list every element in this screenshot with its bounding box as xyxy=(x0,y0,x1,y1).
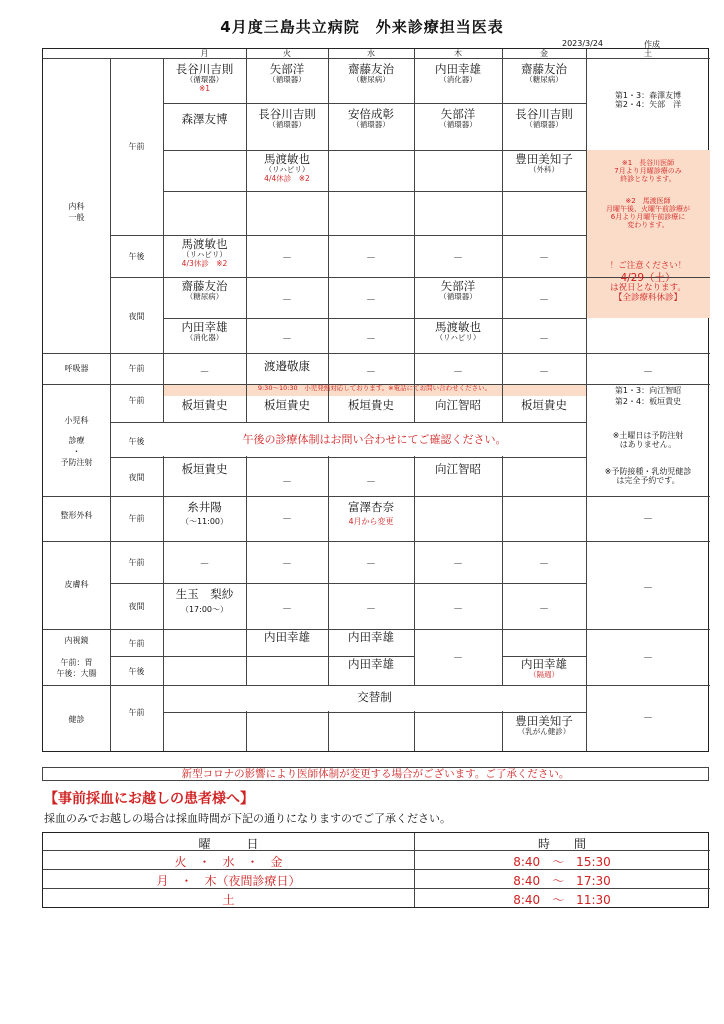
section-naishikyo-sub: 午前：胃 午後：大腸 xyxy=(56,658,97,678)
period-night: 夜間 xyxy=(128,473,145,482)
blood-test-table xyxy=(42,832,709,908)
doctor-cell: 板垣貴史 xyxy=(181,398,228,412)
doctor-cell: 向江智昭 xyxy=(435,398,481,412)
section-shoni-4: 予防注射 xyxy=(60,458,93,467)
created-date: 2023/3/24 xyxy=(562,39,604,48)
doctor-cell: 向江智昭 xyxy=(435,462,481,476)
section-shoni-3: ・ xyxy=(72,447,81,456)
empty-mark: － xyxy=(453,367,463,378)
empty-mark: － xyxy=(539,295,549,306)
empty-mark: － xyxy=(282,604,292,615)
sat-notice-1: ※1 長谷川医師 7月より月曜診療のみ 終診となります。 xyxy=(614,159,682,184)
empty-mark: － xyxy=(453,653,463,664)
day-thu: 木 xyxy=(454,49,462,58)
row-time: 8:40 ～ 17:30 xyxy=(513,874,611,888)
empty-mark: － xyxy=(643,653,653,664)
empty-mark: － xyxy=(199,367,210,378)
kenshin-rotation: 交替制 xyxy=(357,690,392,704)
empty-mark: － xyxy=(539,367,549,378)
row-time: 8:40 ～ 15:30 xyxy=(513,855,611,869)
empty-mark: － xyxy=(366,477,376,488)
doctor-cell: 板垣貴史 xyxy=(264,398,310,412)
schedule-table xyxy=(42,48,709,752)
period-am: 午前 xyxy=(128,396,145,405)
section-shoni-2: 診療 xyxy=(68,436,85,445)
empty-mark: － xyxy=(366,559,376,570)
doctor-cell: 森澤友博 xyxy=(181,112,228,126)
created-label: 作成 xyxy=(644,40,660,49)
doctor-cell: 豊田美知子 （外科） xyxy=(515,152,573,175)
day-sat: 土 xyxy=(644,49,652,58)
empty-mark: － xyxy=(366,367,376,378)
empty-mark: － xyxy=(643,583,653,594)
doctor-cell: 内田幸雄 （隔週） xyxy=(521,657,567,680)
empty-mark: － xyxy=(539,604,549,615)
doctor-cell: 馬渡敏也 （リハビリ） 4/3休診 ※2 xyxy=(181,237,228,268)
doctor-cell: 板垣貴史 xyxy=(181,462,228,476)
period-am: 午前 xyxy=(128,558,145,567)
section-shoni: 小児科 xyxy=(64,416,89,425)
empty-mark: － xyxy=(539,334,549,345)
section-naika: 内科 一般 xyxy=(68,202,85,222)
empty-mark: － xyxy=(282,334,292,345)
page-title: 4月度三島共立病院 外来診療担当医表 xyxy=(220,18,504,36)
empty-mark: － xyxy=(282,514,292,525)
empty-mark: － xyxy=(282,559,292,570)
row-time: 8:40 ～ 11:30 xyxy=(513,893,611,907)
empty-mark: － xyxy=(453,604,463,615)
section-naishikyo: 内視鏡 xyxy=(64,636,89,645)
doctor-cell: 内田幸雄 （消化器） xyxy=(435,62,481,85)
section-kenshin: 健診 xyxy=(68,715,85,724)
sat-note: ※土曜日は予防注射 はありません。 xyxy=(612,431,684,450)
doctor-cell: 内田幸雄 xyxy=(348,657,394,671)
period-am: 午前 xyxy=(128,514,145,523)
empty-mark: － xyxy=(282,295,292,306)
day-mon: 月 xyxy=(200,49,209,58)
doctor-cell: 長谷川吉則 （循環器） xyxy=(515,107,573,130)
doctor-cell: 内田幸雄 （消化器） xyxy=(181,320,228,343)
doctor-cell: 富澤杏奈 4月から変更 xyxy=(348,500,394,527)
empty-mark: － xyxy=(366,253,376,264)
period-am: 午前 xyxy=(128,708,145,717)
period-am: 午前 xyxy=(128,142,145,151)
doctor-cell: 馬渡敏也 （リハビリ） xyxy=(435,320,481,343)
blood-test-note: 採血のみでお越しの場合は採血時間が下記の通りになりますのでご了承ください。 xyxy=(44,812,451,825)
sat-note: ※予防接種・乳幼児健診 は完全予約です。 xyxy=(604,467,692,486)
section-hifu: 皮膚科 xyxy=(64,580,89,589)
empty-mark: － xyxy=(539,253,549,264)
sat-notice-2: ※2 馬渡医師 月曜午後、火曜午前診療が 6月より月曜午前診療に 変わります。 xyxy=(606,197,690,230)
empty-mark: － xyxy=(366,295,376,306)
doctor-cell: 齋藤友治 （糖尿病） xyxy=(521,62,567,85)
sat-note: 第1・3：森澤友博 第2・4：矢部 洋 xyxy=(614,91,682,110)
doctor-cell: 齋藤友治 （糖尿病） xyxy=(181,279,228,302)
doctor-cell: 豊田美知子 （乳がん健診） xyxy=(515,714,573,737)
blood-test-heading: 【事前採血にお越しの患者様へ】 xyxy=(44,791,254,807)
doctor-cell: 渡邉敬康 xyxy=(264,359,310,373)
doctor-cell: 齋藤友治 （糖尿病） xyxy=(348,62,394,85)
empty-mark: － xyxy=(366,604,376,615)
empty-mark: － xyxy=(643,713,653,724)
empty-mark: － xyxy=(539,559,549,570)
doctor-cell: 内田幸雄 xyxy=(348,630,394,644)
period-night: 夜間 xyxy=(128,602,145,611)
sat-warning: ！ご注意ください！ 4/29（土） は祝日となります。 【全診療科休診】 xyxy=(609,261,687,303)
empty-mark: － xyxy=(453,253,463,264)
doctor-cell: 長谷川吉則 （循環器） xyxy=(258,107,316,130)
doctor-cell: 長谷川吉則 （循環器） ※1 xyxy=(175,62,234,93)
day-wed: 水 xyxy=(367,49,375,58)
doctor-cell: 矢部洋 （循環器） xyxy=(268,62,306,85)
period-pm: 午後 xyxy=(128,667,145,676)
notice-banner: 新型コロナの影響により医師体制が変更する場合がございます。ご了承ください。 xyxy=(42,767,709,781)
row-day: 月 ・ 木（夜間診療日） xyxy=(156,874,301,888)
period-pm: 午後 xyxy=(128,437,145,446)
period-am: 午前 xyxy=(128,639,145,648)
sat-note: 第1・3：向江智昭 第2・4：板垣貴史 xyxy=(614,386,682,407)
doctor-cell: 矢部洋 （循環器） xyxy=(439,107,477,130)
row-day: 火 ・ 水 ・ 金 xyxy=(174,855,283,869)
period-pm: 午後 xyxy=(128,252,145,261)
period-night: 夜間 xyxy=(128,312,145,321)
empty-mark: － xyxy=(453,559,463,570)
doctor-cell: 生玉 梨紗 （17:00～） xyxy=(175,587,234,615)
doctor-cell: 内田幸雄 xyxy=(264,630,310,644)
empty-mark: － xyxy=(282,477,292,488)
empty-mark: － xyxy=(643,367,653,378)
doctor-cell: 板垣貴史 xyxy=(521,398,567,412)
pediatric-banner: 9:30～10:30 小児発熱対応しております。※電話にてお問い合わせください。 xyxy=(257,384,492,392)
empty-mark: － xyxy=(366,334,376,345)
doctor-cell: 安倍成彰 （循環器） xyxy=(348,107,394,130)
doctor-cell: 馬渡敏也 （リハビリ） 4/4休診 ※2 xyxy=(264,152,310,183)
doctor-cell: 糸井陽 （～11:00） xyxy=(180,500,229,527)
doctor-cell: 板垣貴史 xyxy=(348,398,394,412)
header-time: 時 間 xyxy=(537,837,586,851)
doctor-cell: 矢部洋 （循環器） xyxy=(439,279,477,302)
section-seikei: 整形外科 xyxy=(60,511,93,520)
period-am: 午前 xyxy=(128,364,145,373)
pediatric-pm-notice: 午後の診療体制はお問い合わせにてご確認ください。 xyxy=(242,433,507,446)
section-kokyuki: 呼吸器 xyxy=(64,364,89,373)
header-day: 曜 日 xyxy=(198,837,259,851)
empty-mark: － xyxy=(199,559,210,570)
day-tue: 火 xyxy=(283,49,291,58)
empty-mark: － xyxy=(282,253,292,264)
empty-mark: － xyxy=(643,514,653,525)
day-fri: 金 xyxy=(540,49,548,58)
row-day: 土 xyxy=(222,893,235,907)
